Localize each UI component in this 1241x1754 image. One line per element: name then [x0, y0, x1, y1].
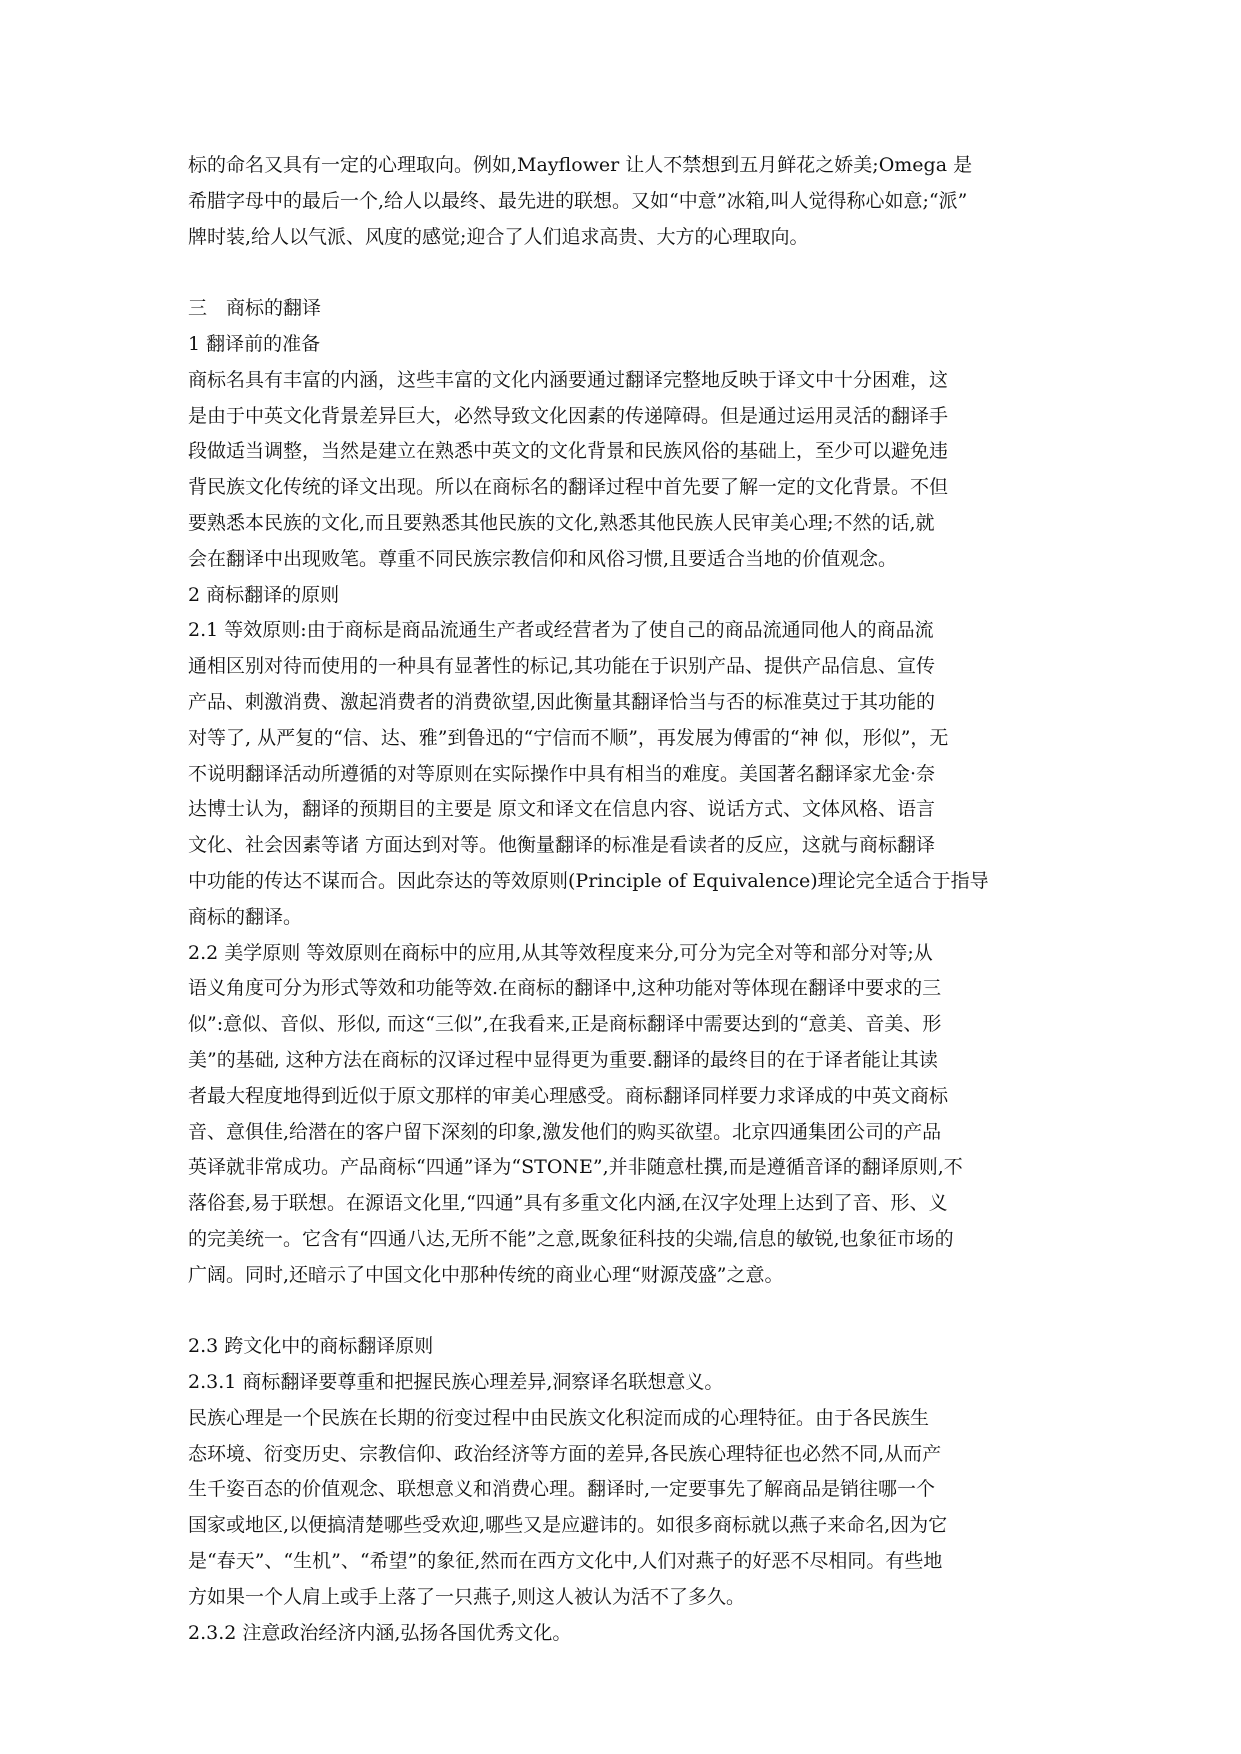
text-line: 民族心理是一个民族在长期的衍变过程中由民族文化积淀而成的心理特征。由于各民族生 — [188, 1406, 930, 1429]
text-line: 2.1 等效原则:由于商标是商品流通生产者或经营者为了使自己的商品流通同他人的商品流 — [188, 619, 934, 642]
text-line: 对等了, 从严复的“信、达、雅”到鲁迅的“宁信而不顺”，再发展为傅雷的“神 似，形似”，无 — [188, 726, 949, 749]
text-line: 英译就非常成功。产品商标“四通”译为“STONE”,并非随意杜撰,而是遵循音译的翻译原则,不 — [188, 1156, 963, 1179]
paragraph-spacer — [188, 1294, 1058, 1330]
text-line: 美”的基础, 这种方法在商标的汉译过程中显得更为重要.翻译的最终目的在于译者能让其读 — [188, 1048, 938, 1071]
text-line: 段做适当调整，当然是建立在熟悉中英文的文化背景和民族风俗的基础上，至少可以避免违 — [188, 440, 949, 463]
text-line: 希腊字母中的最后一个,给人以最终、最先进的联想。又如“中意”冰箱,叫人觉得称心如意;“派” — [188, 189, 968, 212]
text-line: 背民族文化传统的译文出现。所以在商标名的翻译过程中首先要了解一定的文化背景。不但 — [188, 476, 949, 499]
text-line: 商标的翻译。 — [188, 905, 303, 928]
text-line: 是“春天”、“生机”、“希望”的象征,然而在西方文化中,人们对燕子的好恶不尽相同。有些地 — [188, 1550, 943, 1573]
subsection-2-3-1-heading: 2.3.1 商标翻译要尊重和把握民族心理差异,洞察译名联想意义。 — [188, 1371, 724, 1394]
subsection-1-paragraph — [188, 363, 1058, 578]
subsection-2-3-1-paragraph — [188, 1401, 1058, 1616]
text-line: 产品、刺激消费、激起消费者的消费欲望,因此衡量其翻译恰当与否的标准莫过于其功能的 — [188, 690, 936, 713]
text-line: 会在翻译中出现败笔。尊重不同民族宗教信仰和风俗习惯,且要适合当地的价值观念。 — [188, 547, 898, 570]
subsection-2-heading: 2 商标翻译的原则 — [188, 583, 340, 606]
subsection-1-heading: 1 翻译前的准备 — [188, 332, 321, 355]
text-line: 商标名具有丰富的内涵，这些丰富的文化内涵要通过翻译完整地反映于译文中十分困难，这 — [188, 368, 949, 391]
section-3-heading: 三 商标的翻译 — [188, 297, 322, 320]
text-line: 通相区别对待而使用的一种具有显著性的标记,其功能在于识别产品、提供产品信息、宣传 — [188, 655, 936, 678]
subsection-2-3-heading: 2.3 跨文化中的商标翻译原则 — [188, 1335, 434, 1358]
document-body — [188, 148, 1058, 1651]
text-line: 达博士认为，翻译的预期目的主要是 原文和译文在信息内容、说话方式、文体风格、语言 — [188, 798, 936, 821]
text-line: 广阔。同时,还暗示了中国文化中那种传统的商业心理“财源茂盛”之意。 — [188, 1263, 784, 1286]
text-line: 似”:意似、音似、形似, 而这“三似”,在我看来,正是商标翻译中需要达到的“意美、音美、形 — [188, 1013, 942, 1036]
text-line: 牌时装,给人以气派、风度的感觉;迎合了人们追求高贵、大方的心理取向。 — [188, 225, 809, 248]
text-line: 中功能的传达不谋而合。因此奈达的等效原则(Principle of Equivalence)理论完全适合于指导 — [188, 869, 989, 892]
subsection-2-3-2-heading: 2.3.2 注意政治经济内涵,弘扬各国优秀文化。 — [188, 1621, 572, 1644]
text-line: 是由于中英文化背景差异巨大，必然导致文化因素的传递障碍。但是通过运用灵活的翻译手 — [188, 404, 949, 427]
text-line: 生千姿百态的价值观念、联想意义和消费心理。翻译时,一定要事先了解商品是销往哪一个 — [188, 1478, 936, 1501]
subsection-2-2-paragraph — [188, 936, 1058, 1294]
paragraph-spacer — [188, 255, 1058, 291]
text-line: 语义角度可分为形式等效和功能等效.在商标的翻译中,这种功能对等体现在翻译中要求的三 — [188, 977, 942, 1000]
text-line: 国家或地区,以便搞清楚哪些受欢迎,哪些又是应避讳的。如很多商标就以燕子来命名,因为它 — [188, 1514, 948, 1537]
intro-paragraph — [188, 148, 1058, 255]
text-line: 标的命名又具有一定的心理取向。例如,Mayflower 让人不禁想到五月鲜花之娇美;Omega 是 — [188, 154, 973, 176]
text-line: 不说明翻译活动所遵循的对等原则在实际操作中具有相当的难度。美国著名翻译家尤金·奈 — [188, 762, 936, 785]
text-line: 者最大程度地得到近似于原文那样的审美心理感受。商标翻译同样要力求译成的中英文商标 — [188, 1084, 949, 1107]
text-line: 2.2 美学原则 等效原则在商标中的应用,从其等效程度来分,可分为完全对等和部分对等;从 — [188, 941, 933, 964]
text-line: 的完美统一。它含有“四通八达,无所不能”之意,既象征科技的尖端,信息的敏锐,也象征市场的 — [188, 1227, 954, 1250]
text-line: 方如果一个人肩上或手上落了一只燕子,则这人被认为活不了多久。 — [188, 1585, 746, 1608]
text-line: 态环境、衍变历史、宗教信仰、政治经济等方面的差异,各民族心理特征也必然不同,从而产 — [188, 1442, 942, 1465]
text-line: 文化、社会因素等诸 方面达到对等。他衡量翻译的标准是看读者的反应，这就与商标翻译 — [188, 834, 936, 857]
text-line: 要熟悉本民族的文化,而且要熟悉其他民族的文化,熟悉其他民族人民审美心理;不然的话,就 — [188, 511, 935, 534]
text-line: 落俗套,易于联想。在源语文化里,“四通”具有多重文化内涵,在汉字处理上达到了音、形、义 — [188, 1192, 948, 1215]
subsection-2-1-paragraph — [188, 613, 1058, 935]
text-line: 音、意俱佳,给潜在的客户留下深刻的印象,激发他们的购买欲望。北京四通集团公司的产品 — [188, 1120, 942, 1143]
